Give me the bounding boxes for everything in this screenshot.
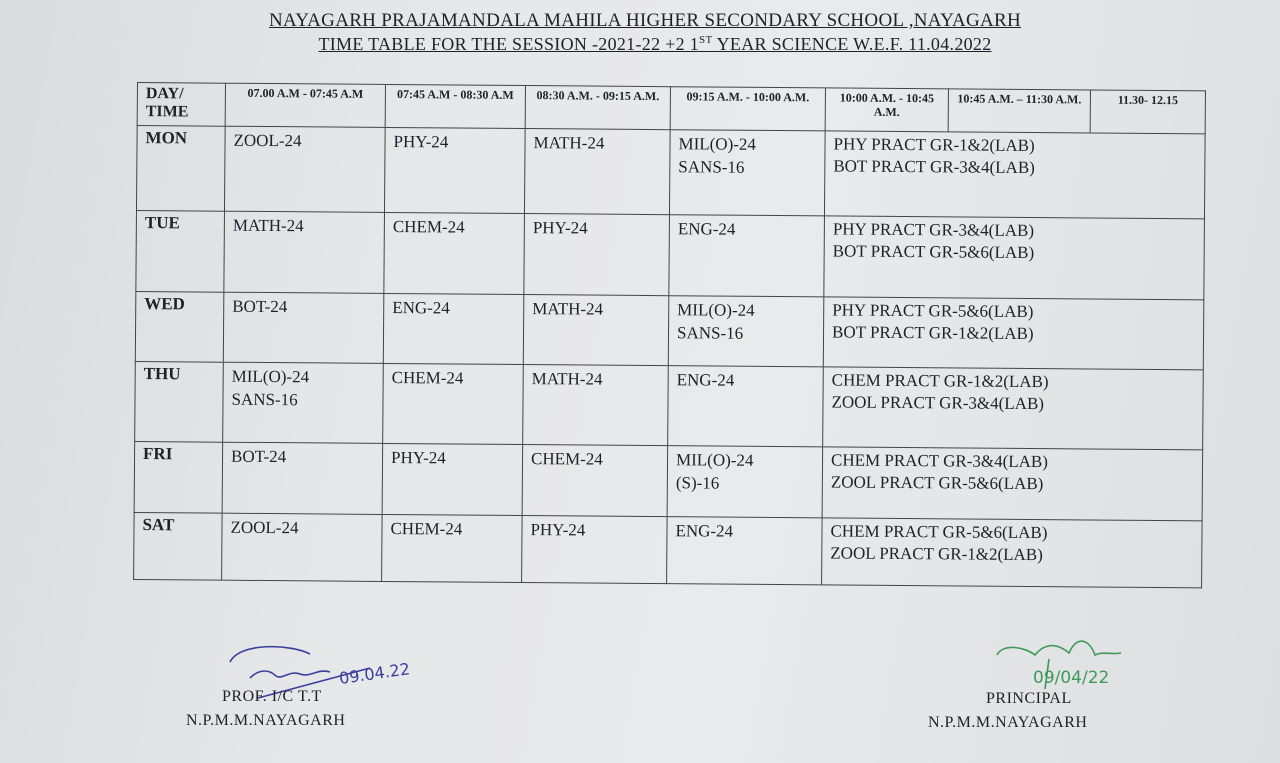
period-cell: MATH-24 <box>524 129 670 215</box>
period-line: MIL(O)-24 <box>677 300 755 320</box>
period-line: MIL(O)-24 <box>675 450 754 470</box>
period-cell: CHEM-24 <box>382 514 523 582</box>
practical-line: PHY PRACT GR-3&4(LAB) <box>832 219 1035 241</box>
prof-incharge-title: PROF. I/C T.T <box>222 688 322 705</box>
period-cell: MATH-24 <box>523 295 669 366</box>
practical-line: PHY PRACT GR-5&6(LAB) <box>832 300 1034 322</box>
period-cell: MATH-24 <box>224 211 385 293</box>
period-cell <box>667 446 823 518</box>
signature-right-date: 09/04/22 <box>1033 668 1110 688</box>
practical-line: ZOOL PRACT GR-1&2(LAB) <box>830 543 1043 565</box>
period-cell: BOT-24 <box>223 292 384 363</box>
left-institution-label: N.P.M.M.NAYAGARH <box>186 712 346 729</box>
practical-line: ZOOL PRACT GR-3&4(LAB) <box>831 392 1045 414</box>
period-line: SANS-16 <box>676 323 744 343</box>
practical-cell <box>824 216 1205 300</box>
period-cell <box>669 215 825 297</box>
period-cell <box>667 517 823 585</box>
period-cell: CHEM-24 <box>383 363 524 444</box>
practical-line: CHEM PRACT GR-3&4(LAB) <box>830 450 1049 472</box>
period-line: ENG-24 <box>676 370 735 390</box>
practical-line: ZOOL PRACT GR-5&6(LAB) <box>830 472 1044 494</box>
period-cell: PHY-24 <box>524 214 670 296</box>
period-cell: PHY-24 <box>522 516 668 584</box>
practical-line: CHEM PRACT GR-1&2(LAB) <box>831 370 1049 392</box>
practical-cell <box>822 518 1203 588</box>
period-cell <box>223 362 384 443</box>
day-time-header: DAY/ TIME <box>137 83 225 127</box>
practical-line: CHEM PRACT GR-5&6(LAB) <box>830 521 1048 543</box>
period-line: ENG-24 <box>675 521 734 541</box>
practical-line: PHY PRACT GR-1&2(LAB) <box>833 134 1035 156</box>
practical-cell <box>823 367 1204 450</box>
practical-line: BOT PRACT GR-5&6(LAB) <box>832 241 1035 263</box>
period-line: SANS-16 <box>231 389 298 410</box>
slot-header: 07:45 A.M - 08:30 A.M <box>385 84 525 128</box>
period-cell: PHY-24 <box>382 443 523 515</box>
signature-left-date: 09.04.22 <box>337 659 412 688</box>
school-name-heading: NAYAGARH PRAJAMANDALA MAHILA HIGHER SECONDARY SCHOOL ,NAYAGARH <box>268 10 1022 31</box>
period-cell: ENG-24 <box>383 293 524 364</box>
day-cell: TUE <box>136 210 225 292</box>
table-row <box>134 441 1203 520</box>
period-cell: MATH-24 <box>523 365 669 446</box>
slot-header: 07.00 A.M - 07:45 A.M <box>225 83 385 127</box>
practical-line: BOT PRACT GR-3&4(LAB) <box>833 156 1035 178</box>
practical-cell <box>822 447 1203 521</box>
period-cell: ZOOL-24 <box>224 126 385 212</box>
table-row <box>135 291 1204 369</box>
day-cell: WED <box>135 291 224 362</box>
day-cell: THU <box>135 361 224 442</box>
table-row <box>136 126 1205 219</box>
slot-header: 10:45 A.M. – 11:30 A.M. <box>948 89 1090 133</box>
slot-header: 09:15 A.M. - 10:00 A.M. <box>670 87 825 131</box>
period-cell: PHY-24 <box>384 127 525 213</box>
period-cell <box>669 130 825 216</box>
table-row <box>134 512 1202 587</box>
timetable-title-heading: TIME TABLE FOR THE SESSION -2021-22 +2 1ST YEAR SCIENCE W.E.F. 11.04.2022 <box>318 34 992 54</box>
period-cell <box>668 296 824 367</box>
table-row <box>136 210 1205 299</box>
day-cell: MON <box>136 126 225 212</box>
practical-cell <box>823 297 1204 370</box>
period-cell <box>668 366 824 447</box>
slot-header: 08:30 A.M. - 09:15 A.M. <box>525 86 670 130</box>
table-row <box>135 361 1204 449</box>
slot-header: 10:00 A.M. - 10:45 A.M. <box>825 88 948 132</box>
period-line: MIL(O)-24 <box>231 366 310 387</box>
timetable-grid <box>133 82 1206 588</box>
period-cell: CHEM-24 <box>522 445 668 517</box>
practical-cell <box>824 131 1205 219</box>
slot-header: 11.30- 12.15 <box>1090 90 1205 134</box>
period-line: ENG-24 <box>677 219 736 239</box>
practical-line: BOT PRACT GR-1&2(LAB) <box>831 322 1034 344</box>
period-line: (S)-16 <box>675 473 720 493</box>
period-cell: CHEM-24 <box>384 212 525 294</box>
day-cell: FRI <box>134 441 223 513</box>
period-line: SANS-16 <box>678 157 745 177</box>
principal-title: PRINCIPAL <box>986 690 1072 707</box>
period-cell: BOT-24 <box>222 442 383 514</box>
day-cell: SAT <box>134 512 223 580</box>
period-line: MIL(O)-24 <box>678 134 757 154</box>
right-institution-label: N.P.M.M.NAYAGARH <box>928 714 1088 731</box>
period-cell: ZOOL-24 <box>222 513 383 581</box>
